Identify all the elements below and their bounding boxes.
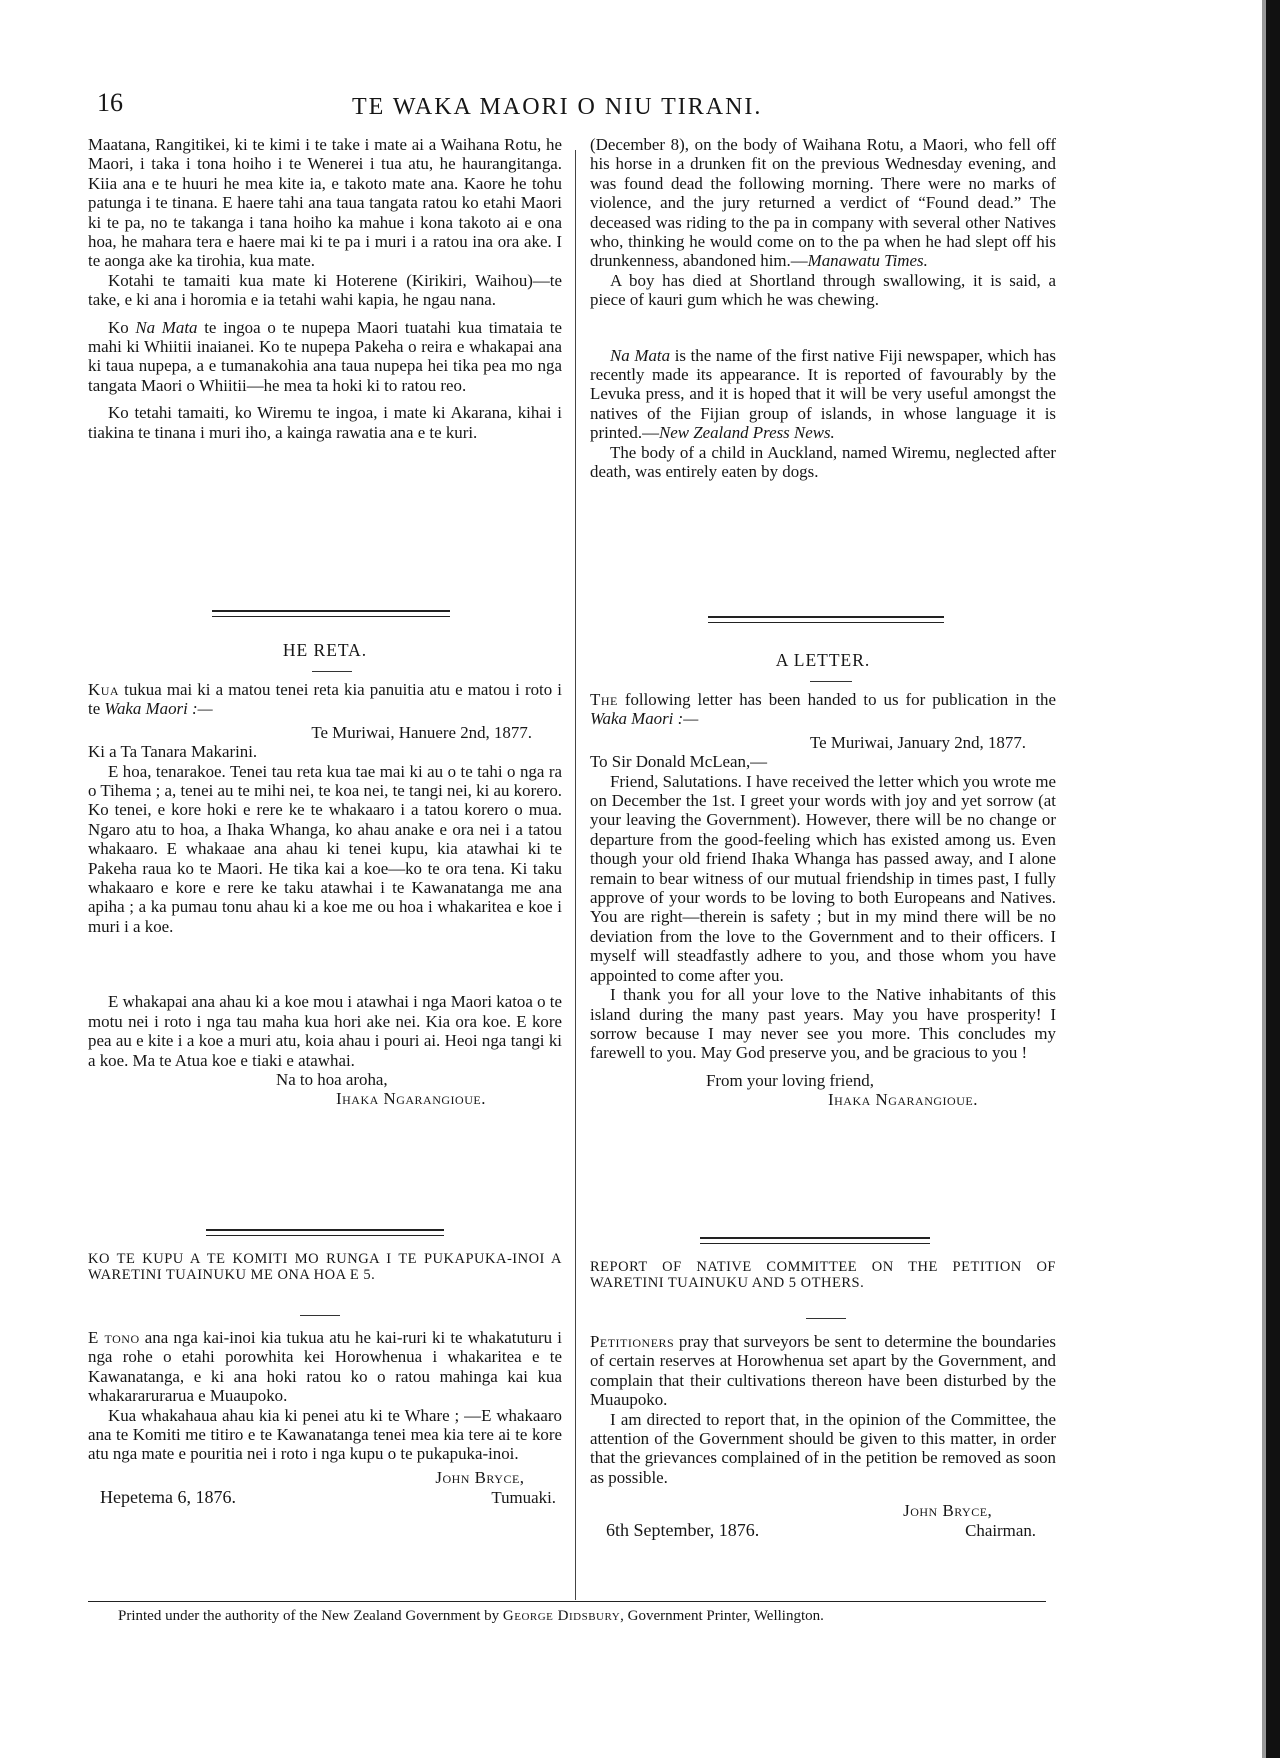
- news-paragraph-wiremu-maori: Ko tetahi tamaiti, ko Wiremu te ingoa, i mate ki Akarana, kihai i tiakina te tinana i muri iho, a kainga rawatia ana e te kuri.: [88, 403, 562, 442]
- letter-dateline: Te Muriwai, January 2nd, 1877.: [809, 732, 1026, 752]
- printer-name: George Didsbury: [502, 1608, 621, 1624]
- report-signer-block: [435, 1468, 562, 1507]
- report-signer-block: [903, 1501, 1056, 1540]
- heading-underline: [810, 681, 852, 682]
- news-paragraph-waihana-english: (December 8), on the body of Waihana Rotu, a Maori, who fell off his horse in a drunken fit on the previous Wednesday evening, and was found dead the following morning. There were no marks of violence, and the jury returned a verdict of “Found dead.” The deceased was riding to the pa in company with several other Natives who, thinking he would come on to the pa when he had slept off his drunkenness, abandoned him.—Manawatu Times.: [590, 135, 1056, 271]
- letter-salutation: To Sir Donald McLean,—: [590, 752, 768, 772]
- report-paragraph: I am directed to report that, in the opinion of the Committee, the attention of the Government should be given to this matter, in order that the grievances complained of in the petition be removed as soon as possible.: [590, 1409, 1056, 1487]
- report-paragraph: Petitioners pray that surveyors be sent to determine the boundaries of certain reserves at Horowhenua set apart by the Government, and complain that their cultivations thereon have been disturbed by the Muaupoko.: [590, 1332, 1056, 1410]
- letter-salutation: Ki a Ta Tanara Makarini.: [88, 742, 258, 762]
- report-signature-block: [590, 1491, 1056, 1540]
- left-news-column: [88, 135, 562, 442]
- letter-dateline: Te Muriwai, Hanuere 2nd, 1877.: [311, 722, 532, 742]
- page-edge-shadow: [1266, 0, 1280, 1758]
- news-paragraph-waihana-maori: Maatana, Rangitikei, ki te kimi i te take i mate ai a Waihana Rotu, he Maori, i taka i tona hoiho i te Wenerei i tua atu, he haurangitanga. Kiia ana e te huuri he mea kite ia, e takoto mate ana. Kaore he tohu patunga i te tinana. E haere tahi ana taua tangata ratou ko etahi Maori ki te pa, no te takanga i tana hoiho ka mahue i kona takoto ai e ona hoa, he mahara tera e haere mai ki te pa i muri i a ratou ina ora ake. I te aonga ake ka tirohia, kua mate.: [88, 135, 562, 271]
- page-number: 16: [97, 88, 123, 117]
- heading-underline: [300, 1315, 340, 1316]
- newspaper-name: Na Mata: [135, 317, 198, 337]
- printer-imprint: Printed under the authority of the New Zealand Government by George Didsbury, Government Printer, Wellington.: [118, 1608, 824, 1624]
- report-signature-block: [88, 1468, 562, 1507]
- letter-closing: Na to hoa aroha,: [276, 1069, 388, 1089]
- report-signer-role: Tumuaki.: [491, 1487, 556, 1507]
- heading-underline: [312, 671, 352, 672]
- letter-heading-english: A LETTER.: [775, 650, 871, 670]
- section-rule: [206, 1229, 444, 1236]
- report-maori: [88, 1328, 562, 1507]
- news-paragraph-wiremu-english: The body of a child in Auckland, named Wiremu, neglected after death, was entirely eaten by dogs.: [590, 442, 1056, 482]
- newspaper-name: Na Mata: [610, 345, 671, 365]
- report-heading-maori: KO TE KUPU A TE KOMITI MO RUNGA I TE PUKAPUKA-INOI A WARETINI TUAINUKU ME ONA HOA E 5.: [88, 1251, 562, 1283]
- report-date: 6th September, 1876.: [606, 1519, 760, 1540]
- column-divider: [575, 150, 576, 1600]
- letter-body-paragraph: I thank you for all your love to the Native inhabitants of this island during the many past years. May you have prosperity! I sorrow because I may never see you more. This concludes my farewell to you. May God preserve you, and be gracious to you !: [590, 985, 1056, 1063]
- report-english: [590, 1332, 1056, 1540]
- news-paragraph-na-mata-maori: Ko Na Mata te ingoa o te nupepa Maori tuatahi kua timataia te mahi ki Whiitii inaianei. Ko te nupepa Pakeha o reira e whakapai ana ki taua nupepa, a e tumanakohia ana taua nupepa hei tika pea mo nga tangata Maori o Whiitii—he mea ta hoki ki to ratou reo.: [88, 317, 562, 395]
- report-paragraph: E tono ana nga kai-inoi kia tukua atu he kai-ruri ki te whakatuturu i nga rohe o etahi porowhita kei Horowhenua i whakaritea e te Kawanatanga, e ki ana hoki ratou ko o ratou mahinga kai kua whakararurarua e Muaupoko.: [88, 1328, 563, 1406]
- heading-underline: [806, 1318, 846, 1319]
- report-signer: John Bryce,: [903, 1501, 993, 1521]
- report-date: Hepetema 6, 1876.: [100, 1486, 236, 1507]
- news-paragraph-shortland-english: A boy has died at Shortland through swallowing, it is said, a piece of kauri gum which he was chewing.: [590, 270, 1056, 310]
- footer-rule: [88, 1601, 1046, 1602]
- source-credit: New Zealand Press News.: [658, 423, 835, 443]
- newspaper-title: TE WAKA MAORI O NIU TIRANI.: [352, 94, 763, 120]
- letter-closing: From your loving friend,: [706, 1070, 874, 1090]
- letter-body-paragraph: Friend, Salutations. I have received the letter which you wrote me on December the 1st. I greet your words with joy and yet sorrow (at your leaving the Government). However, there will be no change or departure from the good-feeling which has existed among us. Even though your old friend Ihaka Whanga has passed away, and I alone remain to bear witness of our mutual friendship in times past, I fully approve of your words to be loving to both Europeans and Natives. You are right—therein is safety ; but in my mind there will be no deviation from the love to the Government and to their officers. I myself will steadfastly adhere to you, and those whom you have appointed to come after you.: [590, 771, 1056, 985]
- section-rule: [212, 610, 450, 617]
- report-signer-role: Chairman.: [965, 1520, 1036, 1540]
- section-rule: [700, 1237, 930, 1244]
- letter-body-paragraph: E whakapai ana ahau ki a koe mou i atawhai i nga Maori katoa o te motu nei i roto i nga tau maha kua hori ake nei. Kia ora koe. E kore pea au e kite i a koe a muri atu, koia ahau i pouri ai. Heoi nga tangi ki a koe. Ma te Atua koe e tiaki e atawhai.: [88, 992, 562, 1070]
- source-credit: Manawatu Times.: [807, 251, 928, 271]
- letter-maori: [88, 680, 562, 1109]
- news-paragraph-na-mata-english: Na Mata is the name of the first native Fiji newspaper, which has recently made its appearance. It is reported of favourably by the Levuka press, and it is hoped that it will be very useful amongst the natives of the Fijian group of islands, in whose language it is printed.—New Zealand Press News.: [590, 345, 1056, 443]
- letter-intro: The following letter has been handed to us for publication in the Waka Maori :—: [590, 690, 1056, 729]
- page-edge-gutter: [1262, 0, 1266, 1758]
- report-paragraph: Kua whakahaua ahau kia ki penei atu ki te Whare ; —E whakaaro ana te Komiti me titiro e te Kawanatanga tenei mea kia tere ai te kore atu nga mate e pouritia nei i roto i nga kupu o te pukapuka-inoi.: [88, 1405, 562, 1464]
- right-news-column: [590, 135, 1056, 482]
- section-rule: [708, 616, 944, 623]
- letter-signature: Ihaka Ngarangioue.: [336, 1089, 486, 1109]
- letter-body-paragraph: E hoa, tenarakoe. Tenei tau reta kua tae mai ki au o te tahi o nga ra o Tihema ; a, tenei au te mihi nei, te koa nei, te tangi nei, ki au korero. Ko tenei, e kore hoki e rere ke te whakaaro i a tatou korero o mua. Ngaro atu to hoa, a Ihaka Whanga, ko ahau anake e ora nei i a tatou whakaaro. E whakaae ana ahau ki tenei kupu, kia atawhai ki te Pakeha raua ko te Maori. He tika kai a koe—ko te ora tena. Ki taku whakaaro e kore e rere ke taku atawhai i te Kawanatanga me ana apiha ; a ka pumau tonu ahau ki a koe me ou hoa i whakaritea e koe i muri i a koe.: [88, 761, 562, 936]
- letter-heading-maori: HE RETA.: [282, 640, 368, 660]
- report-signer: John Bryce,: [435, 1468, 525, 1488]
- letter-intro: Kua tukua mai ki a matou tenei reta kia panuitia atu e matou i roto i te Waka Maori :—: [88, 680, 562, 719]
- letter-english: [590, 690, 1056, 1110]
- letter-signature: Ihaka Ngarangioue.: [828, 1090, 978, 1110]
- report-heading-english: REPORT OF NATIVE COMMITTEE ON THE PETITION OF WARETINI TUAINUKU AND 5 OTHERS.: [590, 1259, 1056, 1291]
- news-paragraph-hoterene-maori: Kotahi te tamaiti kua mate ki Hoterene (Kirikiri, Waihou)—te take, e ki ana i horomia e ia tetahi wahi kapia, he ngau nana.: [88, 270, 562, 310]
